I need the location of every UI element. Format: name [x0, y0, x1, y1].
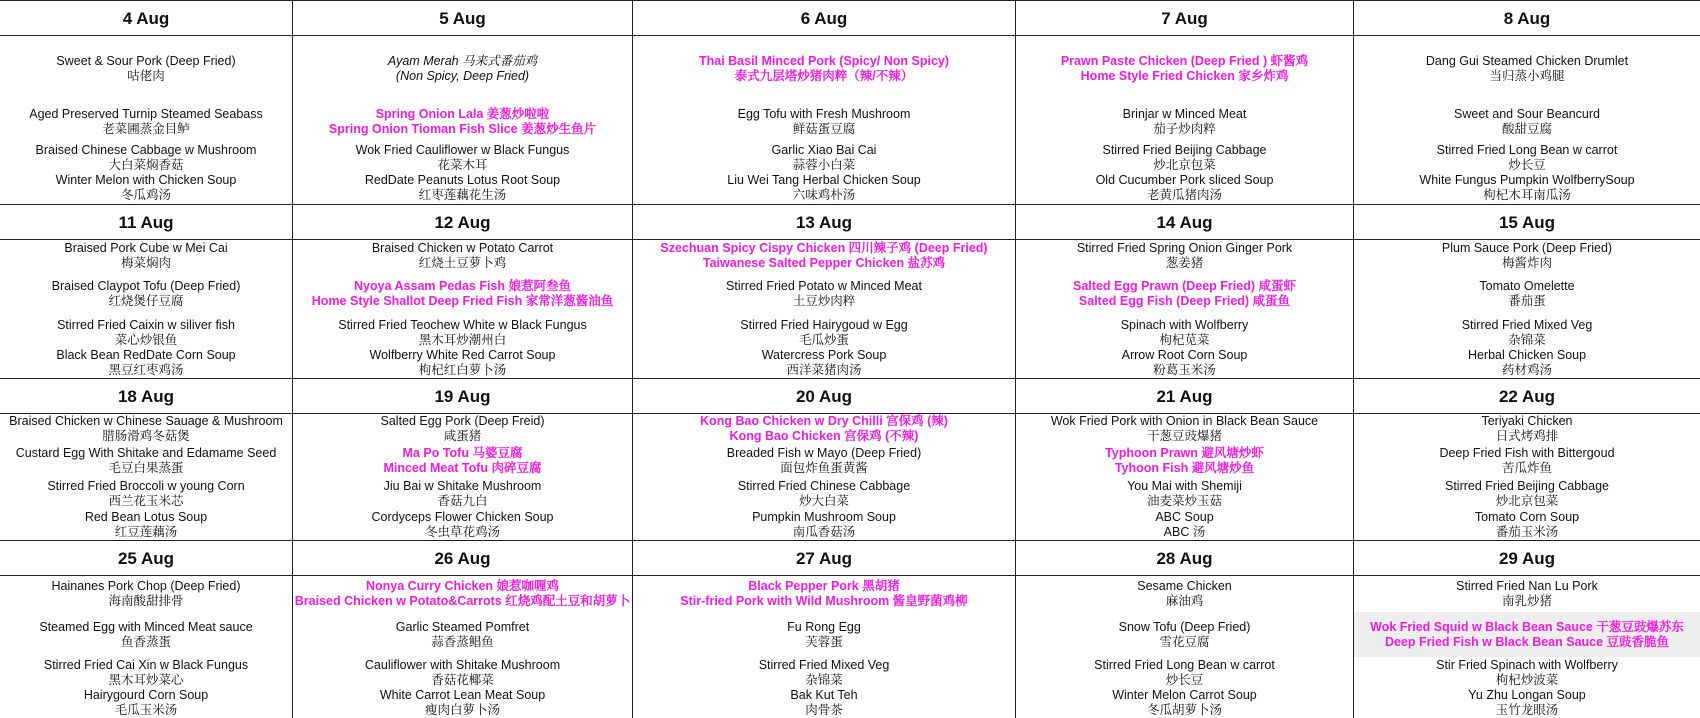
dish-row: [0, 576, 1700, 612]
dish-english-name: Tomato Omelette: [1479, 279, 1575, 293]
dish-chinese-name: 雪花豆腐: [1159, 634, 1210, 649]
dish-chinese-name: 杂锦菜: [805, 672, 843, 687]
dish-chinese-name: 梅菜焖肉: [120, 255, 171, 270]
dish-cell: [633, 172, 1016, 204]
dish-english-name: Teriyaki Chicken: [1481, 414, 1573, 428]
dish-cell: [1016, 317, 1354, 348]
dish-chinese-name: 番茄玉米汤: [1495, 524, 1559, 539]
dish-chinese-name: 梅酱炸肉: [1501, 255, 1552, 270]
dish-chinese-name: 西兰花玉米芯: [108, 493, 184, 508]
dish-chinese-name: Taiwanese Salted Pepper Chicken 盐苏鸡: [702, 255, 946, 270]
day-header: 14 Aug: [1016, 204, 1354, 240]
dish-chinese-name: 土豆炒肉粹: [792, 294, 856, 308]
dish-english-name: Plum Sauce Pork (Deep Fried): [1441, 240, 1613, 255]
dish-english-name: Stirred Fried Long Bean w carrot: [1094, 657, 1275, 672]
dish-cell: [1016, 478, 1354, 509]
dish-chinese-name: Salted Egg Fish (Deep Fried) 咸蛋鱼: [1078, 294, 1291, 308]
dish-row: [0, 36, 1700, 101]
dish-row: [0, 688, 1700, 718]
dish-cell: [293, 414, 633, 444]
dish-cell: [293, 36, 633, 101]
dish-chinese-name: Kong Bao Chicken 宫保鸡 (不辣): [729, 429, 919, 443]
dish-cell: [1354, 576, 1700, 612]
dish-chinese-name: 咕佬肉: [127, 68, 165, 83]
dish-english-name: Black Pepper Pork 黑胡猪: [748, 579, 900, 593]
dish-english-name: Stirred Fried Chinese Cabbage: [737, 478, 911, 493]
dish-chinese-name: 炒大白菜: [798, 493, 849, 508]
dish-chinese-name: 麻油鸡: [1165, 594, 1204, 608]
dish-english-name: Steamed Egg with Minced Meat sauce: [39, 619, 253, 634]
dish-chinese-name: 枸杞红白萝卜汤: [418, 363, 507, 377]
dish-english-name: Aged Preserved Turnip Steamed Seabass: [29, 107, 263, 121]
dish-english-name: Wok Fried Squid w Black Bean Sauce 干葱豆豉爆苏东: [1370, 619, 1684, 634]
dish-english-name: Braised Chicken w Potato Carrot: [371, 240, 554, 255]
dish-chinese-name: 杂锦菜: [1508, 332, 1546, 347]
dish-cell: [1016, 414, 1354, 444]
dish-cell: [633, 143, 1016, 172]
dish-chinese-name: ABC 汤: [1163, 524, 1206, 539]
day-header: 7 Aug: [1016, 0, 1354, 36]
dish-english-name: Snow Tofu (Deep Fried): [1118, 619, 1251, 634]
dish-english-name: Pumpkin Mushroom Soup: [752, 509, 896, 524]
dish-cell: [1016, 271, 1354, 317]
day-header-row: [0, 378, 1700, 414]
dish-cell: [293, 348, 633, 378]
dish-english-name: Yu Zhu Longan Soup: [1468, 688, 1586, 702]
dish-chinese-name: 老黄瓜猪肉汤: [1146, 188, 1222, 202]
dish-chinese-name: 黑木耳炒潮州白: [418, 332, 507, 347]
dish-english-name: Wok Fried Pork with Onion in Black Bean Sauce: [1050, 414, 1319, 428]
dish-english-name: Arrow Root Corn Soup: [1121, 348, 1248, 362]
dish-chinese-name: 蒜蓉小白菜: [792, 157, 856, 172]
dish-chinese-name: 日式烤鸡排: [1495, 429, 1559, 443]
dish-chinese-name: Deep Fried Fish w Black Bean Sauce 豆豉香脆鱼: [1384, 634, 1670, 649]
dish-english-name: Stirred Fried Broccoli w young Corn: [47, 478, 245, 493]
dish-row: [0, 612, 1700, 657]
dish-chinese-name: 红烧煲仔豆腐: [108, 294, 184, 308]
dish-cell: [0, 576, 293, 612]
dish-row: [0, 317, 1700, 348]
dish-english-name: Prawn Paste Chicken (Deep Fried ) 虾酱鸡: [1060, 53, 1309, 68]
dish-english-name: Hairygourd Corn Soup: [83, 688, 209, 702]
dish-english-name: Sesame Chicken: [1137, 579, 1232, 593]
dish-chinese-name: 六味鸡朴汤: [792, 188, 856, 202]
dish-chinese-name: 芙蓉蛋: [805, 634, 843, 649]
dish-chinese-name: 枸杞炒波菜: [1495, 672, 1559, 687]
dish-cell: [1354, 348, 1700, 378]
day-header: 22 Aug: [1354, 378, 1700, 414]
dish-row: [0, 348, 1700, 378]
dish-english-name: Sweet and Sour Beancurd: [1454, 107, 1600, 121]
dish-chinese-name: 海南酸甜排骨: [108, 594, 184, 608]
dish-english-name: Szechuan Spicy Cispy Chicken 四川辣子鸡 (Deep Fried): [660, 240, 988, 255]
dish-english-name: Kong Bao Chicken w Dry Chilli 宫保鸡 (辣): [700, 414, 948, 428]
dish-english-name: Hainanes Pork Chop (Deep Fried): [51, 579, 241, 593]
dish-chinese-name: 香菇花椰菜: [431, 672, 494, 687]
dish-english-name: Stirred Fried Beijing Cabbage: [1445, 478, 1609, 493]
dish-cell: [633, 271, 1016, 317]
dish-cell: [1354, 240, 1700, 271]
dish-cell: [293, 240, 633, 271]
dish-chinese-name: 炒长豆: [1508, 157, 1546, 172]
dish-english-name: Red Bean Lotus Soup: [84, 509, 208, 524]
dish-chinese-name: 西洋菜猪肉汤: [786, 363, 862, 377]
dish-cell: [0, 36, 293, 101]
dish-english-name: Stirred Fried Cai Xin w Black Fungus: [43, 657, 249, 672]
dish-chinese-name: 药材鸡汤: [1501, 363, 1552, 377]
dish-chinese-name: 鱼香蒸蛋: [120, 634, 171, 649]
dish-english-name: Brinjar w Minced Meat: [1122, 107, 1247, 121]
dish-cell: [0, 240, 293, 271]
dish-cell: [633, 101, 1016, 143]
dish-cell: [1354, 317, 1700, 348]
dish-cell: [0, 444, 293, 478]
dish-chinese-name: 炒长豆: [1165, 672, 1204, 687]
dish-cell: [1354, 414, 1700, 444]
day-header-row: [0, 0, 1700, 36]
dish-cell: [1354, 172, 1700, 204]
day-header: 25 Aug: [0, 540, 293, 576]
dish-chinese-name: 红烧土豆萝卜鸡: [418, 255, 507, 270]
dish-english-name: Deep Fried Fish with Bittergoud: [1439, 446, 1615, 460]
day-header: 12 Aug: [293, 204, 633, 240]
dish-cell: [1016, 143, 1354, 172]
dish-english-name: Typhoon Prawn 避风塘炒虾: [1105, 446, 1264, 460]
dish-cell: [1354, 36, 1700, 101]
dish-cell: [293, 688, 633, 718]
dish-chinese-name: 红豆莲藕汤: [114, 524, 178, 539]
dish-cell: [1016, 688, 1354, 718]
dish-cell: [1016, 101, 1354, 143]
dish-cell: [293, 101, 633, 143]
dish-chinese-name: 炒北京包菜: [1153, 157, 1216, 172]
dish-chinese-name: 冬瓜胡萝卜汤: [1146, 703, 1222, 717]
dish-cell: [1354, 143, 1700, 172]
dish-english-name: Cordyceps Flower Chicken Soup: [371, 509, 554, 524]
dish-chinese-name: 冬瓜鸡汤: [120, 188, 171, 202]
day-header: 26 Aug: [293, 540, 633, 576]
week-block: [0, 0, 1700, 204]
dish-english-name: Wolfberry White Red Carrot Soup: [369, 348, 556, 362]
dish-chinese-name: Home Style Fried Chicken 家乡炸鸡: [1080, 68, 1289, 83]
dish-row: [0, 414, 1700, 444]
dish-cell: [0, 612, 293, 657]
dish-english-name: Stirred Fried Spring Onion Ginger Pork: [1076, 240, 1293, 255]
dish-cell: [633, 612, 1016, 657]
dish-cell: [293, 317, 633, 348]
dish-cell: [633, 478, 1016, 509]
dish-cell: [633, 348, 1016, 378]
dish-cell: [1354, 612, 1700, 657]
dish-chinese-name: Braised Chicken w Potato&Carrots 红烧鸡配土豆和胡萝卜: [294, 594, 631, 608]
dish-cell: [0, 688, 293, 718]
day-header: 11 Aug: [0, 204, 293, 240]
dish-cell: [293, 478, 633, 509]
dish-cell: [0, 414, 293, 444]
dish-chinese-name: 苦瓜炸鱼: [1501, 461, 1552, 475]
dish-english-name: Braised Claypot Tofu (Deep Fried): [51, 279, 241, 293]
dish-english-name: Jiu Bai w Shitake Mushroom: [383, 478, 542, 493]
dish-cell: [1016, 576, 1354, 612]
dish-english-name: Stirred Fried Mixed Veg: [1461, 317, 1593, 332]
dish-english-name: Fu Rong Egg: [787, 619, 861, 634]
dish-cell: [0, 143, 293, 172]
dish-chinese-name: Minced Meat Tofu 肉碎豆腐: [383, 461, 542, 475]
dish-chinese-name: 南瓜香菇汤: [792, 524, 856, 539]
dish-english-name: ABC Soup: [1155, 509, 1214, 524]
dish-cell: [1354, 478, 1700, 509]
dish-cell: [0, 101, 293, 143]
dish-chinese-name: 香菇九白: [437, 493, 488, 508]
dish-english-name: Thai Basil Minced Pork (Spicy/ Non Spicy): [698, 53, 950, 68]
dish-chinese-name: 毛瓜玉米汤: [114, 703, 178, 717]
dish-cell: [1016, 444, 1354, 478]
dish-row: [0, 172, 1700, 204]
dish-cell: [0, 509, 293, 540]
dish-english-name: Liu Wei Tang Herbal Chicken Soup: [727, 173, 921, 187]
dish-cell: [633, 36, 1016, 101]
day-header: 13 Aug: [633, 204, 1016, 240]
dish-row: [0, 240, 1700, 271]
dish-chinese-name: 葱姜猪: [1165, 255, 1204, 270]
dish-chinese-name: 大白菜焖香菇: [108, 157, 184, 172]
dish-chinese-name: 南乳炒猪: [1501, 594, 1552, 608]
dish-cell: [293, 576, 633, 612]
dish-chinese-name: 冬虫草花鸡汤: [424, 524, 500, 539]
dish-cell: [293, 509, 633, 540]
dish-cell: [633, 576, 1016, 612]
dish-row: [0, 509, 1700, 540]
dish-row: [0, 143, 1700, 172]
dish-english-name: You Mai with Shemiji: [1127, 478, 1242, 493]
dish-english-name: Winter Melon Carrot Soup: [1112, 688, 1257, 702]
dish-chinese-name: Spring Onion Tioman Fish Slice 姜葱炒生鱼片: [328, 122, 597, 136]
dish-english-name: Bak Kut Teh: [790, 688, 858, 702]
dish-chinese-name: 干葱豆豉爆猪: [1146, 429, 1222, 443]
dish-english-name: Winter Melon with Chicken Soup: [55, 173, 237, 187]
dish-chinese-name: 枸杞木耳南瓜汤: [1483, 188, 1571, 202]
day-header: 5 Aug: [293, 0, 633, 36]
dish-chinese-name: 腊肠滑鸡冬菇煲: [102, 429, 190, 443]
dish-chinese-name: 毛豆白果蒸蛋: [108, 461, 184, 475]
day-header: 21 Aug: [1016, 378, 1354, 414]
dish-chinese-name: 油麦菜炒玉菇: [1146, 493, 1222, 508]
dish-cell: [1354, 444, 1700, 478]
dish-english-name: Braised Pork Cube w Mei Cai: [64, 240, 228, 255]
dish-chinese-name: 面包炸鱼蛋黄酱: [780, 461, 868, 475]
dish-cell: [633, 317, 1016, 348]
day-header-row: [0, 540, 1700, 576]
dish-chinese-name: 炒北京包菜: [1495, 493, 1559, 508]
week-block: [0, 204, 1700, 378]
dish-chinese-name: Tyhoon Fish 避风塘炒鱼: [1114, 461, 1255, 475]
dish-cell: [1016, 36, 1354, 101]
dish-cell: [633, 240, 1016, 271]
dish-english-name: Sweet & Sour Pork (Deep Fried): [56, 53, 236, 68]
dish-english-name: Egg Tofu with Fresh Mushroom: [737, 107, 911, 121]
dish-english-name: Spring Onion Lala 姜葱炒啦啦: [375, 107, 550, 121]
dish-chinese-name: Home Style Shallot Deep Fried Fish 家常洋葱酱油鱼: [311, 294, 614, 308]
dish-chinese-name: 酸甜豆腐: [1501, 122, 1552, 136]
dish-chinese-name: 红枣莲藕花生汤: [418, 188, 507, 202]
dish-cell: [1016, 240, 1354, 271]
dish-english-name: Salted Egg Prawn (Deep Fried) 咸蛋虾: [1073, 279, 1296, 293]
dish-english-name: RedDate Peanuts Lotus Root Soup: [364, 173, 561, 187]
dish-english-name: Nyoya Assam Pedas Fish 娘惹阿叁鱼: [354, 279, 571, 293]
dish-cell: [0, 657, 293, 688]
dish-cell: [0, 271, 293, 317]
dish-cell: [1354, 271, 1700, 317]
dish-english-name: Nonya Curry Chicken 娘惹咖喱鸡: [365, 579, 560, 593]
dish-chinese-name: 黑木耳炒菜心: [108, 672, 184, 687]
dish-cell: [293, 172, 633, 204]
dish-chinese-name: 瘦肉白萝卜汤: [424, 703, 500, 717]
dish-chinese-name: 菜心炒银鱼: [114, 332, 178, 347]
day-header: 20 Aug: [633, 378, 1016, 414]
dish-chinese-name: 番茄蛋: [1508, 294, 1546, 308]
dish-chinese-name: 花菜木耳: [437, 157, 488, 172]
dish-cell: [633, 509, 1016, 540]
dish-cell: [1354, 657, 1700, 688]
dish-chinese-name: 粉葛玉米汤: [1153, 363, 1216, 377]
dish-chinese-name: 肉骨茶: [805, 703, 843, 717]
dish-cell: [1016, 172, 1354, 204]
day-header-row: [0, 204, 1700, 240]
dish-cell: [633, 414, 1016, 444]
dish-cell: [0, 348, 293, 378]
day-header: 8 Aug: [1354, 0, 1700, 36]
dish-english-name: Custard Egg With Shitake and Edamame Seed: [15, 446, 277, 460]
dish-english-name: Ma Po Tofu 马婆豆腐: [402, 446, 523, 460]
week-block: [0, 378, 1700, 540]
dish-cell: [1354, 509, 1700, 540]
day-header: 6 Aug: [633, 0, 1016, 36]
dish-chinese-name: 泰式九层塔炒猪肉粹（辣/不辣）: [734, 68, 914, 83]
dish-row: [0, 271, 1700, 317]
dish-english-name: Cauliflower with Shitake Mushroom: [364, 657, 561, 672]
dish-chinese-name: Stir-fried Pork with Wild Mushroom 酱皇野菌鸡柳: [680, 594, 968, 608]
dish-cell: [1016, 612, 1354, 657]
dish-chinese-name: 咸蛋猪: [443, 429, 482, 443]
dish-english-name: Garlic Steamed Pomfret: [395, 619, 530, 634]
dish-english-name: Watercress Pork Soup: [761, 348, 887, 362]
dish-chinese-name: 毛瓜炒蛋: [798, 332, 849, 347]
dish-row: [0, 478, 1700, 509]
dish-english-name: Garlic Xiao Bai Cai: [771, 142, 877, 157]
dish-english-name: Dang Gui Steamed Chicken Drumlet: [1425, 53, 1629, 68]
dish-row: [0, 444, 1700, 478]
dish-english-name: Tomato Corn Soup: [1474, 509, 1580, 524]
dish-cell: [293, 657, 633, 688]
dish-chinese-name: 玉竹龙眼汤: [1495, 703, 1559, 717]
dish-cell: [1016, 348, 1354, 378]
dish-english-name: Spinach with Wolfberry: [1120, 317, 1249, 332]
dish-cell: [293, 143, 633, 172]
dish-chinese-name: 茄子炒肉粹: [1153, 122, 1216, 136]
dish-cell: [633, 688, 1016, 718]
dish-cell: [1016, 509, 1354, 540]
dish-english-name: Stirred Fried Mixed Veg: [758, 657, 890, 672]
dish-chinese-name: 老菜圃蒸金目鲈: [102, 122, 190, 136]
dish-english-name: White Fungus Pumpkin WolfberrySoup: [1419, 173, 1635, 187]
dish-english-name: Stir Fried Spinach with Wolfberry: [1436, 657, 1618, 672]
dish-cell: [633, 657, 1016, 688]
dish-english-name: Stirred Fried Potato w Minced Meat: [726, 279, 922, 293]
dish-chinese-name: 枸杞苋菜: [1159, 332, 1210, 347]
dish-chinese-name: (Non Spicy, Deep Fried): [395, 68, 530, 83]
dish-english-name: Braised Chinese Cabbage w Mushroom: [35, 142, 257, 157]
dish-english-name: Braised Chicken w Chinese Sauage & Mushroom: [9, 414, 283, 428]
day-header: 19 Aug: [293, 378, 633, 414]
dish-chinese-name: 当归蒸小鸡腿: [1489, 68, 1565, 83]
dish-english-name: Salted Egg Pork (Deep Freid): [380, 414, 545, 428]
dish-english-name: Black Bean RedDate Corn Soup: [56, 348, 236, 362]
dish-english-name: Stirred Fried Nan Lu Pork: [1456, 579, 1598, 593]
dish-cell: [1354, 101, 1700, 143]
dish-cell: [293, 271, 633, 317]
dish-cell: [633, 444, 1016, 478]
day-header: 28 Aug: [1016, 540, 1354, 576]
dish-cell: [0, 172, 293, 204]
dish-english-name: Old Cucumber Pork sliced Soup: [1095, 173, 1274, 187]
day-header: 27 Aug: [633, 540, 1016, 576]
dish-english-name: Herbal Chicken Soup: [1467, 348, 1587, 362]
dish-english-name: Wok Fried Cauliflower w Black Fungus: [355, 142, 570, 157]
dish-english-name: Stirred Fried Hairygoud w Egg: [740, 317, 908, 332]
dish-english-name: Stirred Fried Beijing Cabbage: [1102, 142, 1267, 157]
week-block: [0, 540, 1700, 718]
dish-row: [0, 657, 1700, 688]
dish-cell: [1016, 657, 1354, 688]
day-header: 15 Aug: [1354, 204, 1700, 240]
dish-cell: [293, 612, 633, 657]
dish-chinese-name: 黑豆红枣鸡汤: [108, 363, 184, 377]
dish-chinese-name: 鲜菇蛋豆腐: [792, 122, 856, 136]
dish-english-name: Ayam Merah 马来式番茄鸡: [387, 53, 538, 68]
dish-english-name: Stirred Fried Caixin w siliver fish: [57, 317, 235, 332]
dish-cell: [293, 444, 633, 478]
dish-cell: [0, 478, 293, 509]
dish-cell: [0, 317, 293, 348]
day-header: 4 Aug: [0, 0, 293, 36]
dish-chinese-name: 蒜香蒸鲳鱼: [431, 634, 494, 649]
dish-english-name: Breaded Fish w Mayo (Deep Fried): [726, 446, 922, 460]
dish-cell: [1354, 688, 1700, 718]
dish-english-name: White Carrot Lean Meat Soup: [379, 688, 546, 702]
dish-english-name: Stirred Fried Teochew White w Black Fungus: [338, 317, 587, 332]
dish-row: [0, 101, 1700, 143]
day-header: 18 Aug: [0, 378, 293, 414]
dish-english-name: Stirred Fried Long Bean w carrot: [1436, 142, 1618, 157]
day-header: 29 Aug: [1354, 540, 1700, 576]
